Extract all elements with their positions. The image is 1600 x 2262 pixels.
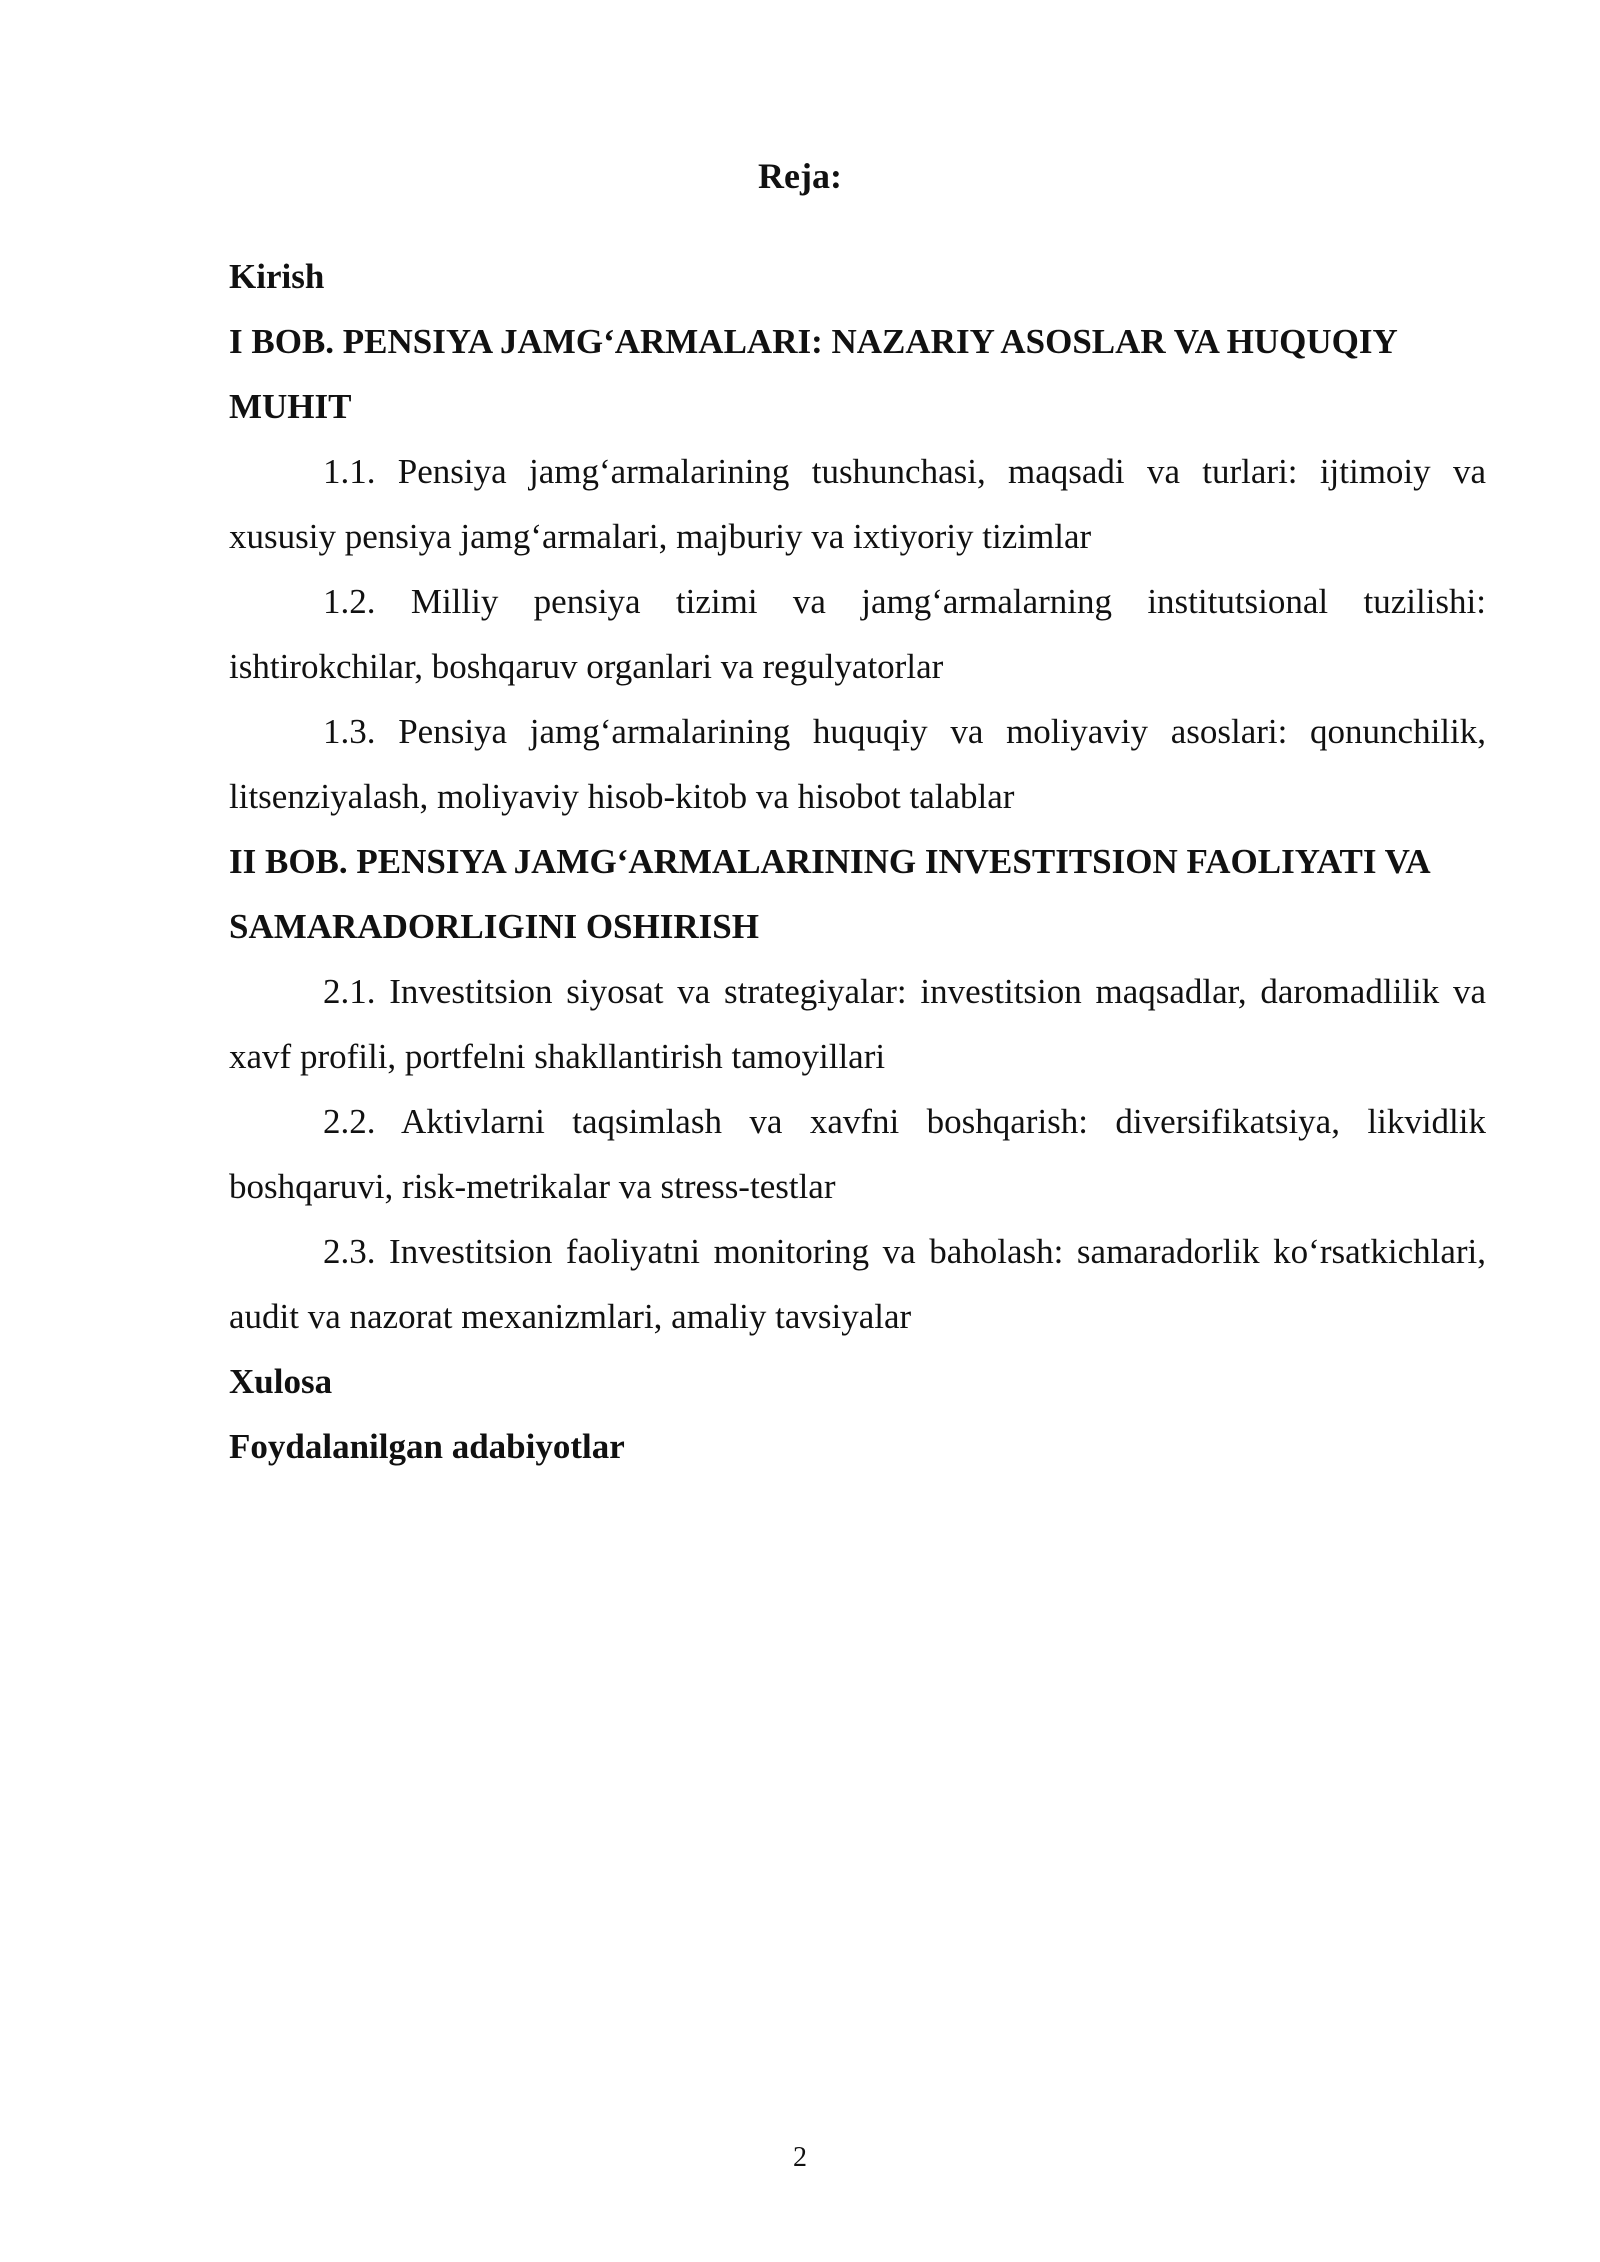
page-title: Reja:: [758, 156, 842, 196]
section-2-2: 2.2. Aktivlarni taqsimlash va xavfni boshqarish: diversifikatsiya, likvidlik boshqaruvi, risk-metrikalar va stress-testlar: [229, 1102, 1486, 1206]
chapter-2-heading: II BOB. PENSIYA JAMG‘ARMALARINING INVESTITSION FAOLIYATI VA SAMARADORLIGINI OSHIRISH: [229, 842, 1429, 946]
chapter-1-heading: I BOB. PENSIYA JAMG‘ARMALARI: NAZARIY ASOSLAR VA HUQUQIY MUHIT: [229, 322, 1397, 426]
page-number: 2: [793, 2142, 807, 2173]
section-1-3: 1.3. Pensiya jamg‘armalarining huquqiy va moliyaviy asoslari: qonunchilik, litsenziyalash, moliyaviy hisob-kitob va hisobot talablar: [229, 712, 1486, 816]
section-2-1: 2.1. Investitsion siyosat va strategiyalar: investitsion maqsadlar, daromadlilik va xavf profili, portfelni shakllantirish tamoyillari: [229, 972, 1486, 1076]
table-of-contents: [229, 244, 1486, 1479]
section-1-2: 1.2. Milliy pensiya tizimi va jamg‘armalarning institutsional tuzilishi: ishtirokchilar, boshqaruv organlari va regulyatorlar: [229, 582, 1486, 686]
section-2-3: 2.3. Investitsion faoliyatni monitoring va baholash: samaradorlik ko‘rsatkichlari, audit va nazorat mexanizmlari, amaliy tavsiyalar: [229, 1232, 1486, 1336]
toc-conclusion: Xulosa: [229, 1362, 333, 1401]
toc-references: Foydalanilgan adabiyotlar: [229, 1427, 625, 1466]
toc-intro: Kirish: [229, 257, 325, 296]
section-1-1: 1.1. Pensiya jamg‘armalarining tushunchasi, maqsadi va turlari: ijtimoiy va xususiy pensiya jamg‘armalari, majburiy va ixtiyoriy tizimlar: [229, 452, 1486, 556]
